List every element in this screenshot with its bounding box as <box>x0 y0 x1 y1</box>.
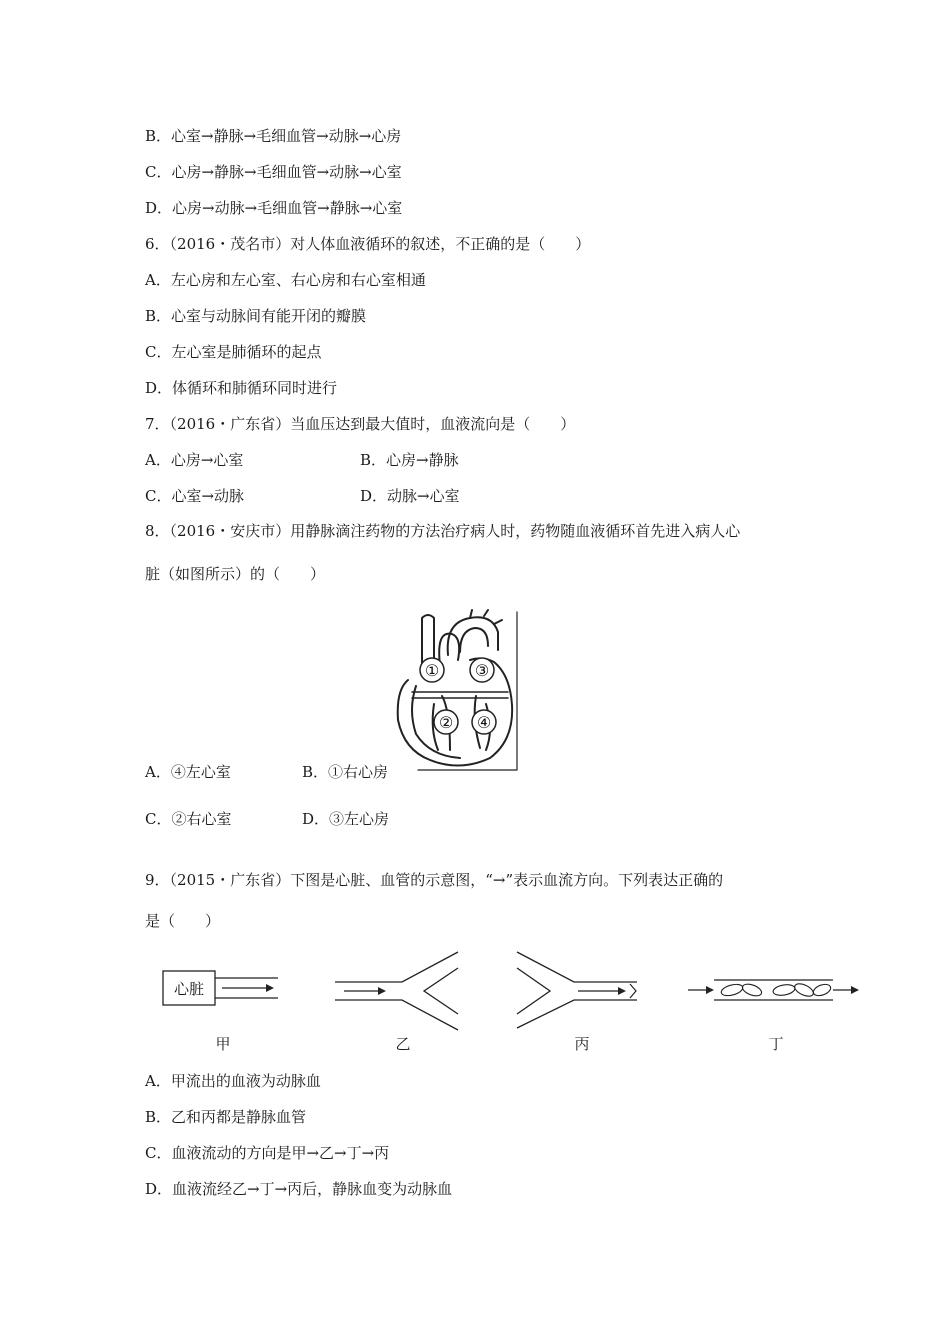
q7-option-a: A．心房→心室 <box>145 451 244 469</box>
q9-option-c: C．血液流动的方向是甲→乙→丁→丙 <box>145 1144 390 1162</box>
q5-option-c: C．心房→静脉→毛细血管→动脉→心室 <box>145 163 402 181</box>
heart-box-label: 心脏 <box>173 980 205 998</box>
q8-stem-line2: 脏（如图所示）的（ ） <box>145 565 326 583</box>
diagram-bing <box>512 950 652 1030</box>
q8-option-d: D．③左心房 <box>302 810 390 828</box>
q6-option-a: A．左心房和左心室、右心房和右心室相通 <box>145 271 426 289</box>
q5-option-d: D．心房→动脉→毛细血管→静脉→心室 <box>145 199 403 217</box>
q9-option-a: A．甲流出的血液为动脉血 <box>145 1072 321 1090</box>
q9-stem-line2: 是（ ） <box>145 912 221 930</box>
q9-option-b: B．乙和丙都是静脉血管 <box>145 1108 307 1126</box>
chamber-4-label: ④ <box>476 713 492 732</box>
q9-option-d: D．血液流经乙→丁→丙后，静脉血变为动脉血 <box>145 1180 453 1198</box>
q8-option-c: C．②右心室 <box>145 810 232 828</box>
q6-option-b: B．心室与动脉间有能开闭的瓣膜 <box>145 307 367 325</box>
q6-option-c: C．左心室是肺循环的起点 <box>145 343 322 361</box>
chamber-3-label: ③ <box>474 661 490 680</box>
q7-stem: 7．（2016・广东省）当血压达到最大值时，血液流向是（ ） <box>145 415 576 433</box>
q8-option-b: B．①右心房 <box>302 763 389 781</box>
chamber-2-label: ② <box>438 713 454 732</box>
q7-option-d: D．动脉→心室 <box>360 487 460 505</box>
chamber-1-label: ① <box>424 661 440 680</box>
diagram-ding <box>688 976 868 1006</box>
diagram-label-jia: 甲 <box>215 1035 231 1053</box>
diagram-jia <box>160 968 300 1008</box>
q7-option-c: C．心室→动脉 <box>145 487 245 505</box>
q9-stem-line1: 9．（2015・广东省）下图是心脏、血管的示意图，“→”表示血流方向。下列表达正确的 <box>145 871 724 889</box>
q5-option-b: B．心室→静脉→毛细血管→动脉→心房 <box>145 127 402 145</box>
q6-option-d: D．体循环和肺循环同时进行 <box>145 379 338 397</box>
diagram-label-bing: 丙 <box>574 1035 590 1053</box>
q6-stem: 6．（2016・茂名市）对人体血液循环的叙述，不正确的是（ ） <box>145 235 591 253</box>
q8-stem-line1: 8．（2016・安庆市）用静脉滴注药物的方法治疗病人时，药物随血液循环首先进入病人心 <box>145 522 741 540</box>
q7-option-b: B．心房→静脉 <box>360 451 459 469</box>
diagram-label-yi: 乙 <box>395 1035 411 1053</box>
diagram-yi <box>330 950 470 1020</box>
q8-option-a: A．④左心室 <box>145 763 231 781</box>
diagram-label-ding: 丁 <box>768 1035 784 1053</box>
heart-diagram <box>390 610 520 775</box>
